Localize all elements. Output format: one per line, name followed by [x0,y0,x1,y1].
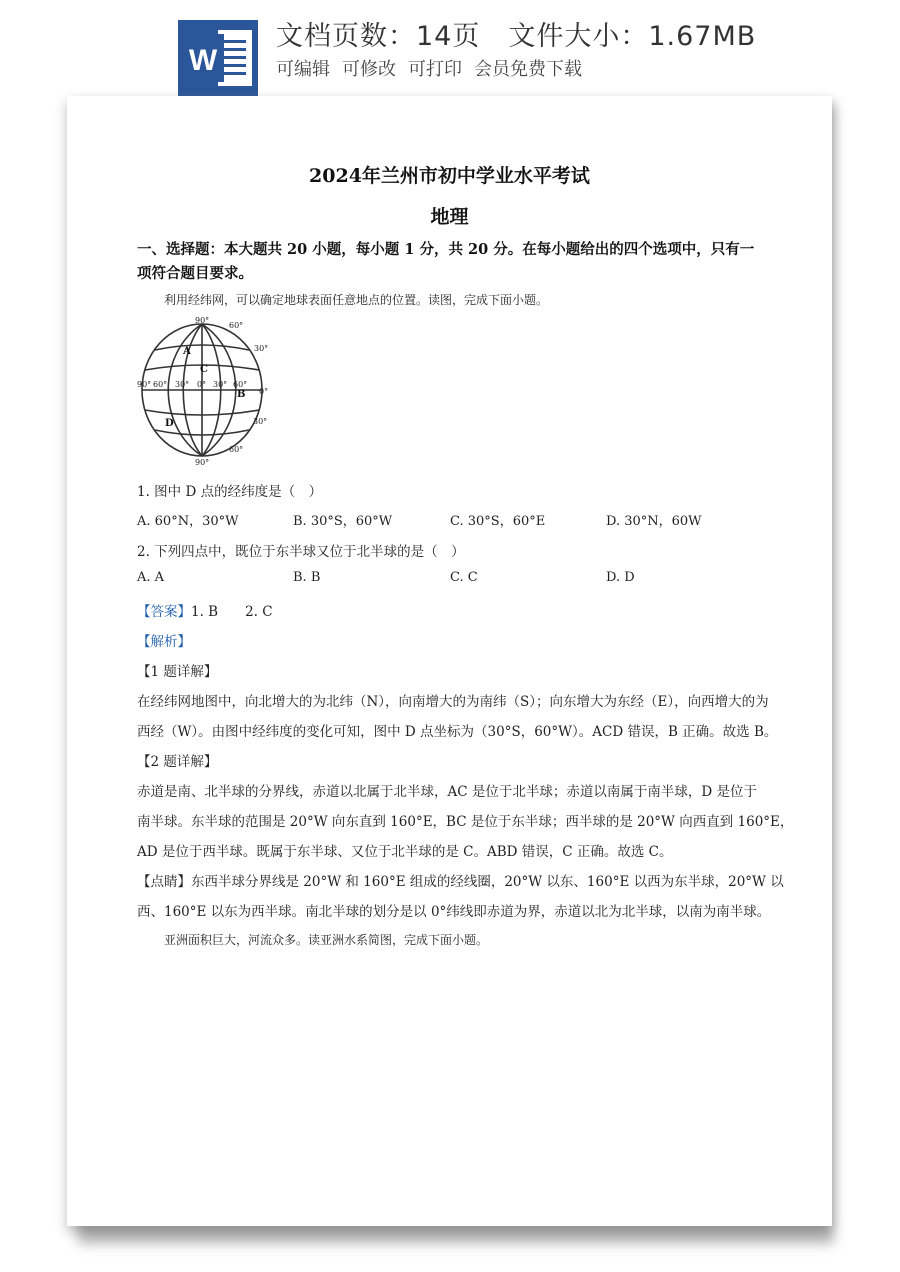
tip-line-2: 西、160°E 以东为西半球。南北半球的划分是以 0°纬线即赤道为界，赤道以北为北半球，以南为南半球。 [137,904,771,920]
section-heading: 一、选择题：本大题共 20 小题，每小题 1 分，共 20 分。在每小题给出的四个选项中，只有一 [137,241,755,258]
label-90-left: 90° [137,380,152,389]
q1-option-c: C. 30°S，60°E [450,514,546,529]
point-a: A [183,346,191,357]
word-icon-letter: W [188,44,218,77]
tip-line-1: 【点睛】东西半球分界线是 20°W 和 160°E 组成的经线圈，20°W 以东、160°E 以西为东半球，20°W 以 [137,874,784,890]
q2-option-b: B. B [293,570,321,585]
label-30-d: 30° [253,417,268,426]
q1-option-d: D. 30°N，60W [606,514,702,529]
label-60-a: 60° [229,321,244,330]
q1-option-b: B. 30°S，60°W [293,514,393,529]
q2-option-d: D. D [606,570,635,585]
detail-2-line-2: 南半球。东半球的范围是 20°W 向东直到 160°E，BC 是位于东半球；西半球的是 20°W 向西直到 160°E， [137,814,794,830]
document-features [276,55,594,81]
detail-1-label: 【1 题详解】 [137,664,218,680]
label-60-c: 60° [233,380,248,389]
label-60-d: 60° [229,445,244,454]
feature-printable: 可打印 [408,59,462,80]
answer-line [137,600,273,620]
detail-2-line-3: AD 是位于西半球。既属于东半球、又位于北半球的是 C。ABD 错误，C 正确。故选 C。 [137,844,673,860]
header [0,0,900,96]
point-d: D [165,418,174,429]
next-intro-text: 亚洲面积巨大，河流众多。读亚洲水系简图，完成下面小题。 [164,933,489,947]
question-2-stem: 2. 下列四点中，既位于东半球又位于北半球的是（ ） [137,544,465,560]
q1-option-a: A. 60°N，30°W [137,514,239,529]
label-0-right: 0° [259,387,269,396]
label-30-a: 30° [254,344,269,353]
document-stats: 文档页数：14页 文件大小：1.67MB [276,21,757,52]
feature-modifiable: 可修改 [342,59,396,80]
document-title: 2024年兰州市初中学业水平考试 [309,165,590,187]
section-heading-cont: 项符合题目要求。 [137,265,253,282]
label-90-bottom: 90° [195,458,210,466]
intro-text: 利用经纬网，可以确定地球表面任意地点的位置。读图，完成下面小题。 [164,293,549,307]
globe-grid-figure [137,314,277,466]
feature-editable: 可编辑 [276,59,330,80]
q2-option-c: C. C [450,570,478,585]
word-document-icon [178,20,258,96]
document-subject: 地理 [430,206,469,228]
label-30-c: 30° [213,380,228,389]
label-30-b: 30° [175,380,190,389]
question-1-stem: 1. 图中 D 点的经纬度是（ ） [137,484,323,500]
label-0: 0° [197,380,207,389]
feature-member-download[interactable]: 会员免费下载 [474,59,582,80]
q2-option-a: A. A [137,570,165,585]
point-b: B [237,389,246,400]
answer-label: 【答案】 [137,604,191,620]
detail-1-line-1: 在经纬网地图中，向北增大的为北纬（N），向南增大的为南纬（S）；向东增大为东经（E），向西增大的为 [137,694,769,710]
detail-2-label: 【2 题详解】 [137,754,218,770]
detail-2-line-1: 赤道是南、北半球的分界线，赤道以北属于北半球，AC 是位于北半球；赤道以南属于南半球，D 是位于 [137,784,757,800]
label-60-b: 60° [153,380,168,389]
point-c: C [200,364,208,375]
analysis-label: 【解析】 [137,634,191,650]
document-page [67,96,832,1226]
detail-1-line-2: 西经（W）。由图中经纬度的变化可知，图中 D 点坐标为（30°S，60°W）。ACD 错误，B 正确。故选 B。 [137,724,778,740]
answer-text: 1. B 2. C [191,604,273,620]
label-90-top: 90° [195,316,210,325]
